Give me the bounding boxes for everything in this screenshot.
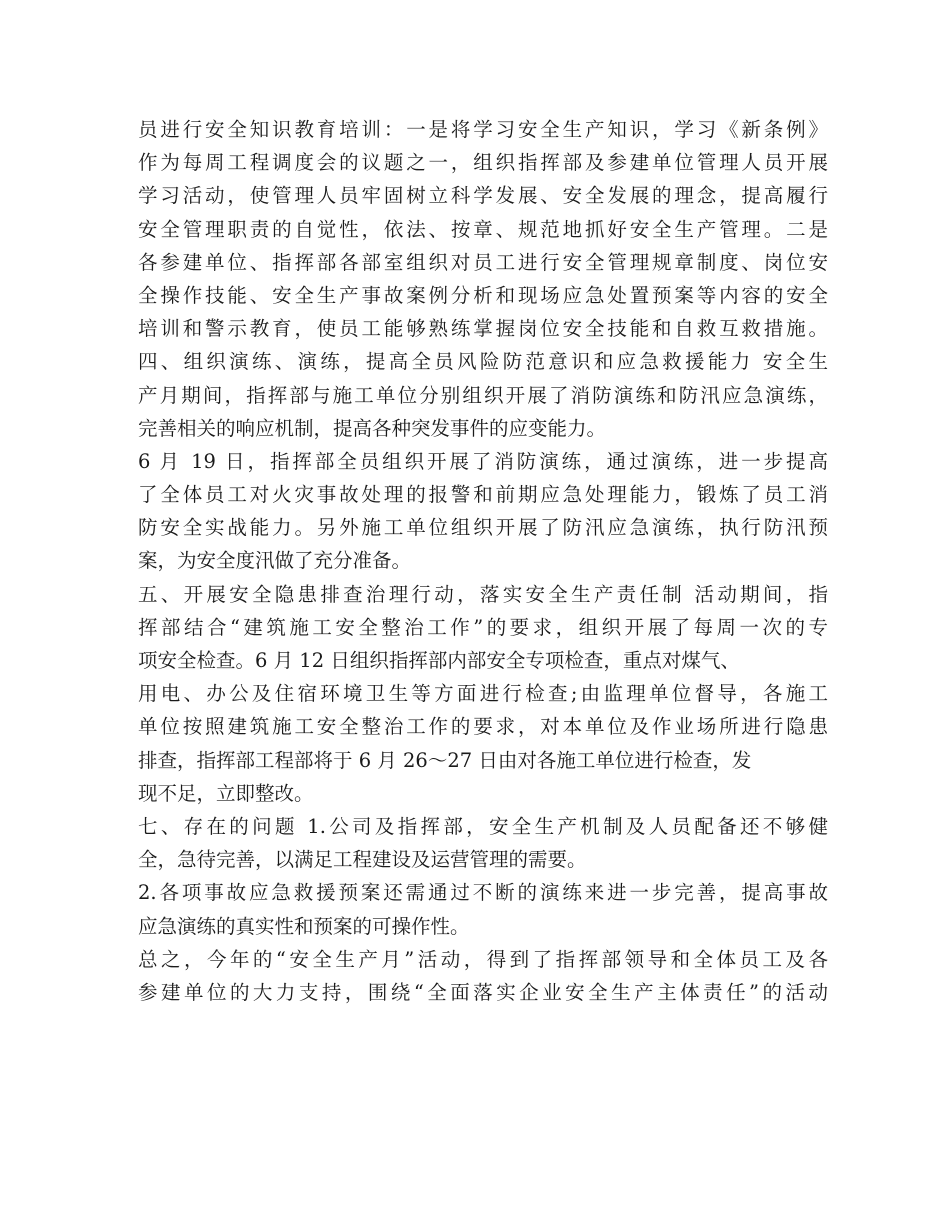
text-line: 各参建单位、指挥部各部室组织对员工进行安全管理规章制度、岗位安	[138, 250, 828, 274]
text-line: 现不足，立即整改。	[138, 781, 314, 805]
text-line: 安全管理职责的自觉性，依法、按章、规范地抓好安全生产管理。二是	[138, 217, 828, 241]
text-line: 学习活动，使管理人员牢固树立科学发展、安全发展的理念，提高履行	[138, 184, 828, 208]
text-line: 七、存在的问题 1.公司及指挥部，安全生产机制及人员配备还不够健	[138, 814, 828, 838]
text-line: 用电、办公及住宿环境卫生等方面进行检查;由监理单位督导，各施工	[138, 682, 828, 706]
text-line: 防安全实战能力。另外施工单位组织开展了防汛应急演练，执行防汛预	[138, 516, 828, 540]
text-line: 全操作技能、安全生产事故案例分析和现场应急处置预案等内容的安全	[138, 283, 828, 307]
text-line: 完善相关的响应机制，提高各种突发事件的应变能力。	[138, 416, 607, 440]
text-line: 培训和警示教育，使员工能够熟练掌握岗位安全技能和自救互救措施。	[138, 317, 828, 341]
text-line: 总之，今年的“安全生产月”活动，得到了指挥部领导和全体员工及各	[138, 947, 828, 971]
document-body	[138, 113, 828, 1009]
text-line: 四、组织演练、演练，提高全员风险防范意识和应急救援能力 安全生	[138, 350, 828, 374]
text-line: 作为每周工程调度会的议题之一，组织指挥部及参建单位管理人员开展	[138, 151, 828, 175]
text-line: 6 月 19 日，指挥部全员组织开展了消防演练，通过演练，进一步提高	[138, 449, 828, 473]
text-line: 全，急待完善，以满足工程建设及运营管理的需要。	[138, 848, 587, 872]
text-line: 产月期间，指挥部与施工单位分别组织开展了消防演练和防汛应急演练，	[138, 383, 828, 407]
text-line: 员进行安全知识教育培训：一是将学习安全生产知识，学习《新条例》	[138, 118, 828, 141]
text-line: 案，为安全度汛做了充分准备。	[138, 549, 412, 573]
text-line: 挥部结合“建筑施工安全整治工作”的要求，组织开展了每周一次的专	[138, 615, 828, 639]
text-line: 单位按照建筑施工安全整治工作的要求，对本单位及作业场所进行隐患	[138, 715, 828, 739]
text-line: 排查，指挥部工程部将于 6 月 26～27 日由对各施工单位进行检查，发	[138, 748, 752, 772]
text-line: 了全体员工对火灾事故处理的报警和前期应急处理能力，锻炼了员工消	[138, 483, 828, 507]
text-line: 应急演练的真实性和预案的可操作性。	[138, 914, 470, 938]
text-line: 参建单位的大力支持，围绕“全面落实企业安全生产主体责任”的活动	[138, 980, 828, 1004]
text-line: 项安全检查。6 月 12 日组织指挥部内部安全专项检查，重点对煤气、	[138, 649, 740, 672]
text-line: 五、开展安全隐患排查治理行动，落实安全生产责任制 活动期间，指	[138, 582, 828, 606]
text-line: 2.各项事故应急救援预案还需通过不断的演练来进一步完善，提高事故	[138, 881, 828, 905]
